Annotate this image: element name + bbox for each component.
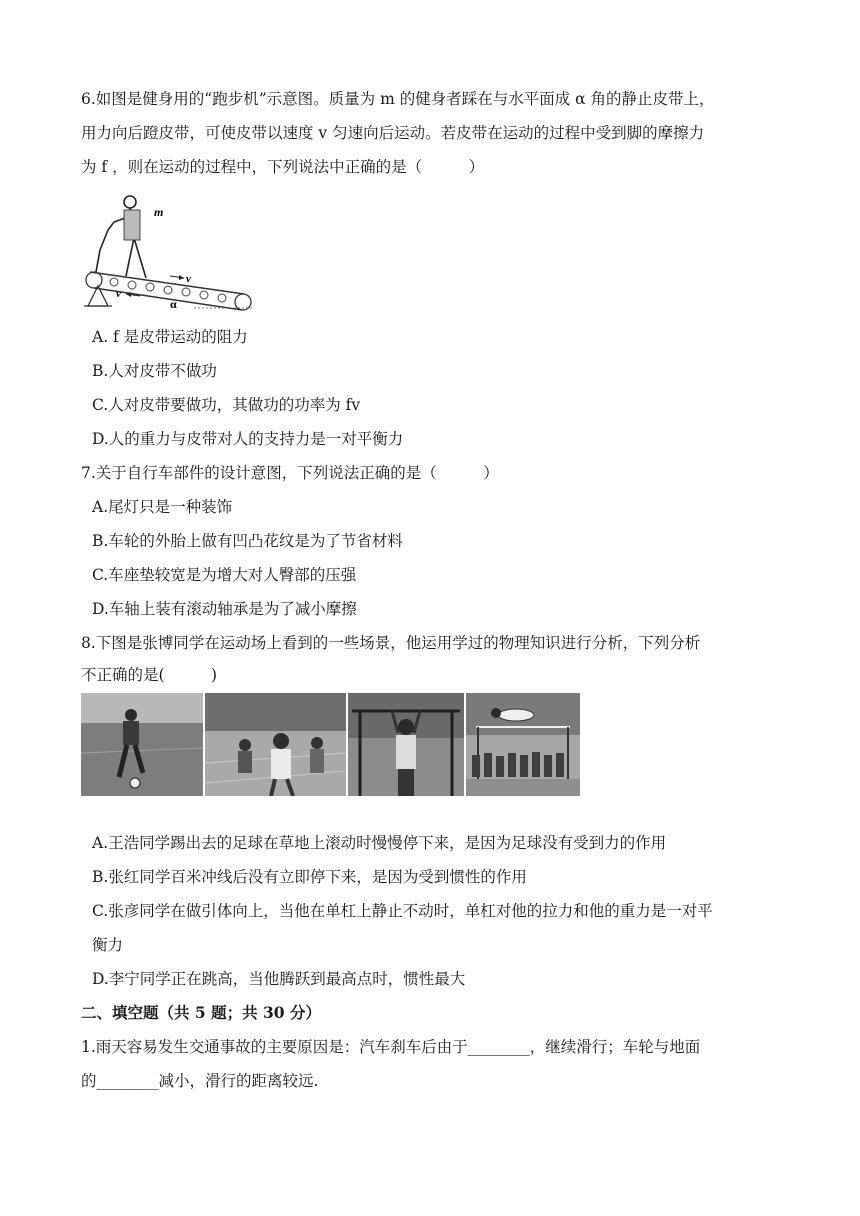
treadmill-diagram xyxy=(84,190,254,312)
photo-high-jump xyxy=(466,693,580,796)
photo-pullup xyxy=(348,693,464,796)
q8-option-a: A.王浩同学踢出去的足球在草地上滚动时慢慢停下来，是因为足球没有受到力的作用 xyxy=(92,834,667,852)
section-heading: 二、填空题（共 5 题；共 30 分） xyxy=(81,1003,321,1022)
q8-text-line-1: 8.下图是张博同学在运动场上看到的一些场景，他运用学过的物理知识进行分析，下列分析 xyxy=(81,634,701,652)
mass-label: m xyxy=(154,205,164,219)
q6-option-d: D.人的重力与皮带对人的支持力是一对平衡力 xyxy=(92,430,404,448)
q8-option-b: B.张红同学百米冲线后没有立即停下来，是因为受到惯性的作用 xyxy=(92,868,527,886)
q6-text-line-1: 6.如图是健身用的“跑步机”示意图。质量为 m 的健身者踩在与水平面成 α 角的静止皮带上， xyxy=(81,90,715,108)
q6-text-line-2: 用力向后蹬皮带，可使皮带以速度 v 匀速向后运动。若皮带在运动的过程中受到脚的摩擦力 xyxy=(81,124,705,142)
photo-sprint xyxy=(205,693,346,796)
velocity-label-bottom: v xyxy=(116,288,121,300)
q8-text-line-2: 不正确的是( ) xyxy=(81,666,218,684)
q6-option-c: C.人对皮带要做功，其做功的功率为 fv xyxy=(92,396,361,414)
q8-option-c: C.张彦同学在做引体向上，当他在单杠上静止不动时，单杠对他的拉力和他的重力是一对平 xyxy=(92,902,713,920)
velocity-label-top: v xyxy=(186,273,191,285)
fill1-text-line-2: 的________减小，滑行的距离较远. xyxy=(81,1072,319,1090)
q6-option-a: A. f 是皮带运动的阻力 xyxy=(92,328,248,346)
fill1-text-line-1: 1.雨天容易发生交通事故的主要原因是：汽车刹车后由于________，继续滑行；车轮与地面 xyxy=(81,1038,701,1056)
q7-text: 7.关于自行车部件的设计意图，下列说法正确的是（ ） xyxy=(81,464,499,482)
angle-label: α xyxy=(170,297,177,311)
q8-option-c-continued: 衡力 xyxy=(92,936,124,954)
q7-option-b: B.车轮的外胎上做有凹凸花纹是为了节省材料 xyxy=(92,532,403,550)
q6-option-b: B.人对皮带不做功 xyxy=(92,362,217,380)
q7-option-a: A.尾灯只是一种装饰 xyxy=(92,498,233,516)
q7-option-c: C.车座垫较宽是为增大对人臀部的压强 xyxy=(92,566,357,584)
photo-soccer xyxy=(81,693,203,796)
q7-option-d: D.车轴上装有滚动轴承是为了减小摩擦 xyxy=(92,600,357,618)
q6-text-line-3: 为 f ，则在运动的过程中，下列说法中正确的是（ ） xyxy=(81,158,485,176)
q8-option-d: D.李宁同学正在跳高，当他腾跃到最高点时，惯性最大 xyxy=(92,970,466,988)
